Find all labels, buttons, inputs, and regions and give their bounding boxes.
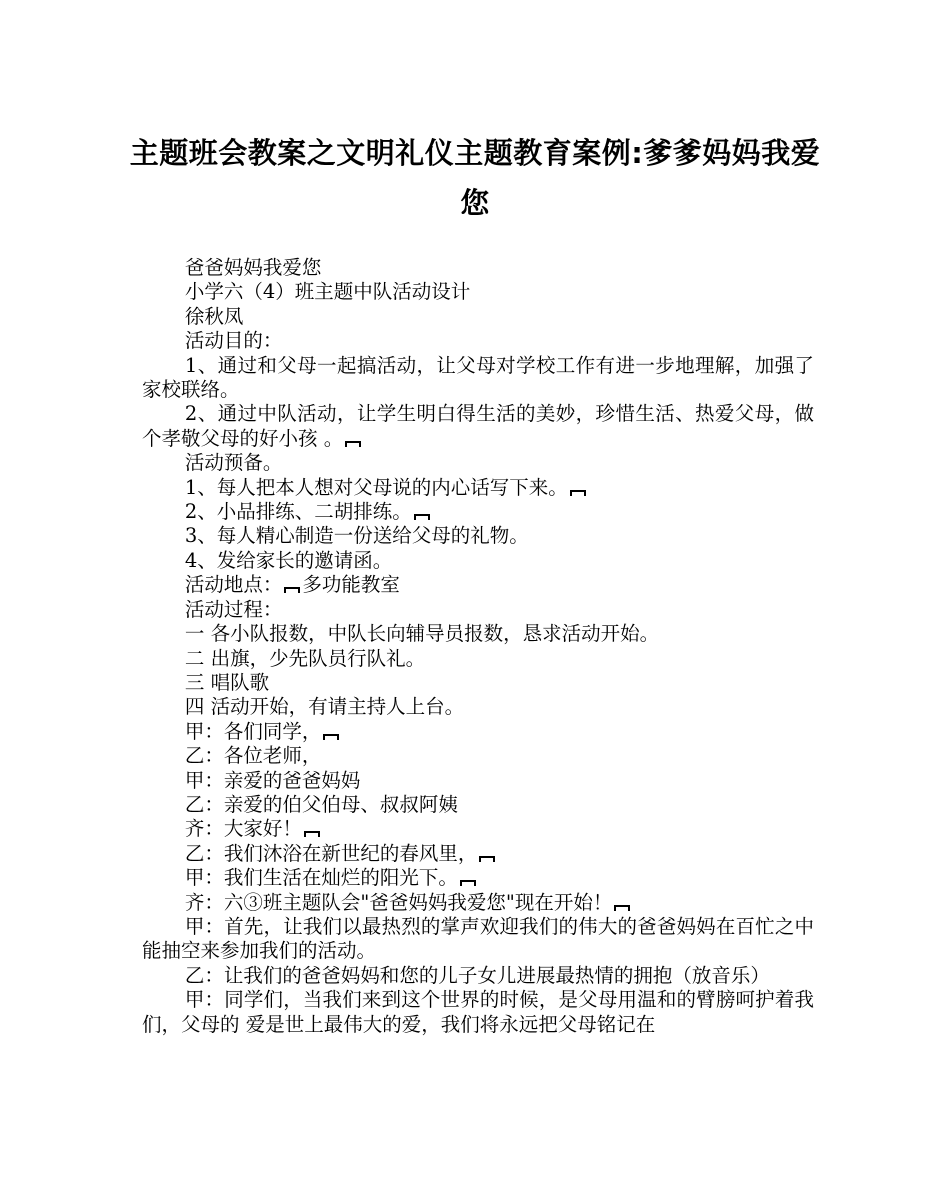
line-26: 乙：让我们的爸爸妈妈和您的儿子女儿进展最热情的拥抱（放音乐）	[184, 963, 770, 987]
line-24: 齐：六③班主题队会"爸爸妈妈我爱您"现在开始！	[142, 891, 814, 915]
line-10: 4、发给家长的邀请函。	[184, 548, 393, 572]
line-25: 甲：首先，让我们以最热烈的掌声欢迎我们的伟大的爸爸妈妈在百忙之中能抽空来参加我们的活动。	[142, 914, 814, 963]
line-2: 徐秋凤	[184, 304, 244, 328]
line-13: 一 各小队报数，中队长向辅导员报数，恳求活动开始。	[184, 622, 660, 646]
line-4: 1、通过和父母一起搞活动，让父母对学校工作有进一步地理解，加强了家校联络。	[142, 353, 814, 402]
line-16: 四 活动开始，有请主持人上台。	[184, 695, 465, 719]
line-27: 甲：同学们，当我们来到这个世界的时候，是父母用温和的臂膀呵护着我们，父母的 爱是世上最伟大的爱，我们将永远把父母铭记在	[142, 988, 814, 1036]
line-18: 乙：各位老师，	[184, 744, 322, 768]
document-title: 主题班会教案之文明礼仪主题教育案例:爹爹妈妈我爱您	[129, 136, 821, 220]
line-15: 三 唱队歌	[184, 670, 270, 694]
line-9: 3、每人精心制造一份送给父母的礼物。	[184, 524, 529, 548]
line-0: 爸爸妈妈我爱您	[184, 256, 322, 279]
bracket-mark-icon	[284, 587, 300, 593]
line-23: 甲：我们生活在灿烂的阳光下。	[142, 866, 814, 890]
line-21: 齐：大家好！	[142, 817, 814, 841]
bracket-mark-icon	[345, 441, 361, 447]
bracket-mark-icon	[614, 905, 630, 911]
line-6: 活动预备。	[184, 451, 283, 475]
line-8: 2、小品排练、二胡排练。	[142, 500, 814, 524]
bracket-mark-icon	[304, 831, 320, 837]
line-3: 活动目的：	[184, 329, 283, 353]
line-19: 甲：亲爱的爸爸妈妈	[184, 768, 361, 792]
line-14: 二 出旗，少先队员行队礼。	[184, 646, 426, 670]
bracket-mark-icon	[479, 856, 495, 862]
line-5: 2、通过中队活动，让学生明白得生活的美妙，珍惜生活、热爱父母，做个孝敬父母的好小孩 。	[142, 402, 814, 450]
bracket-mark-icon	[460, 880, 476, 886]
document-body	[142, 256, 814, 1037]
line-17: 甲：各们同学，	[142, 720, 814, 744]
line-11: 活动地点： 多功能教室	[184, 573, 400, 597]
line-1: 小学六（4）班主题中队活动设计	[184, 280, 471, 304]
line-22: 乙：我们沐浴在新世纪的春风里，	[142, 842, 814, 866]
line-20: 乙：亲爱的伯父伯母、叔叔阿姨	[184, 792, 458, 816]
bracket-mark-icon	[570, 490, 586, 496]
bracket-mark-icon	[414, 514, 430, 520]
line-7: 1、每人把本人想对父母说的内心话写下来。	[142, 476, 814, 500]
bracket-mark-icon	[323, 734, 339, 740]
line-12: 活动过程：	[184, 597, 283, 621]
